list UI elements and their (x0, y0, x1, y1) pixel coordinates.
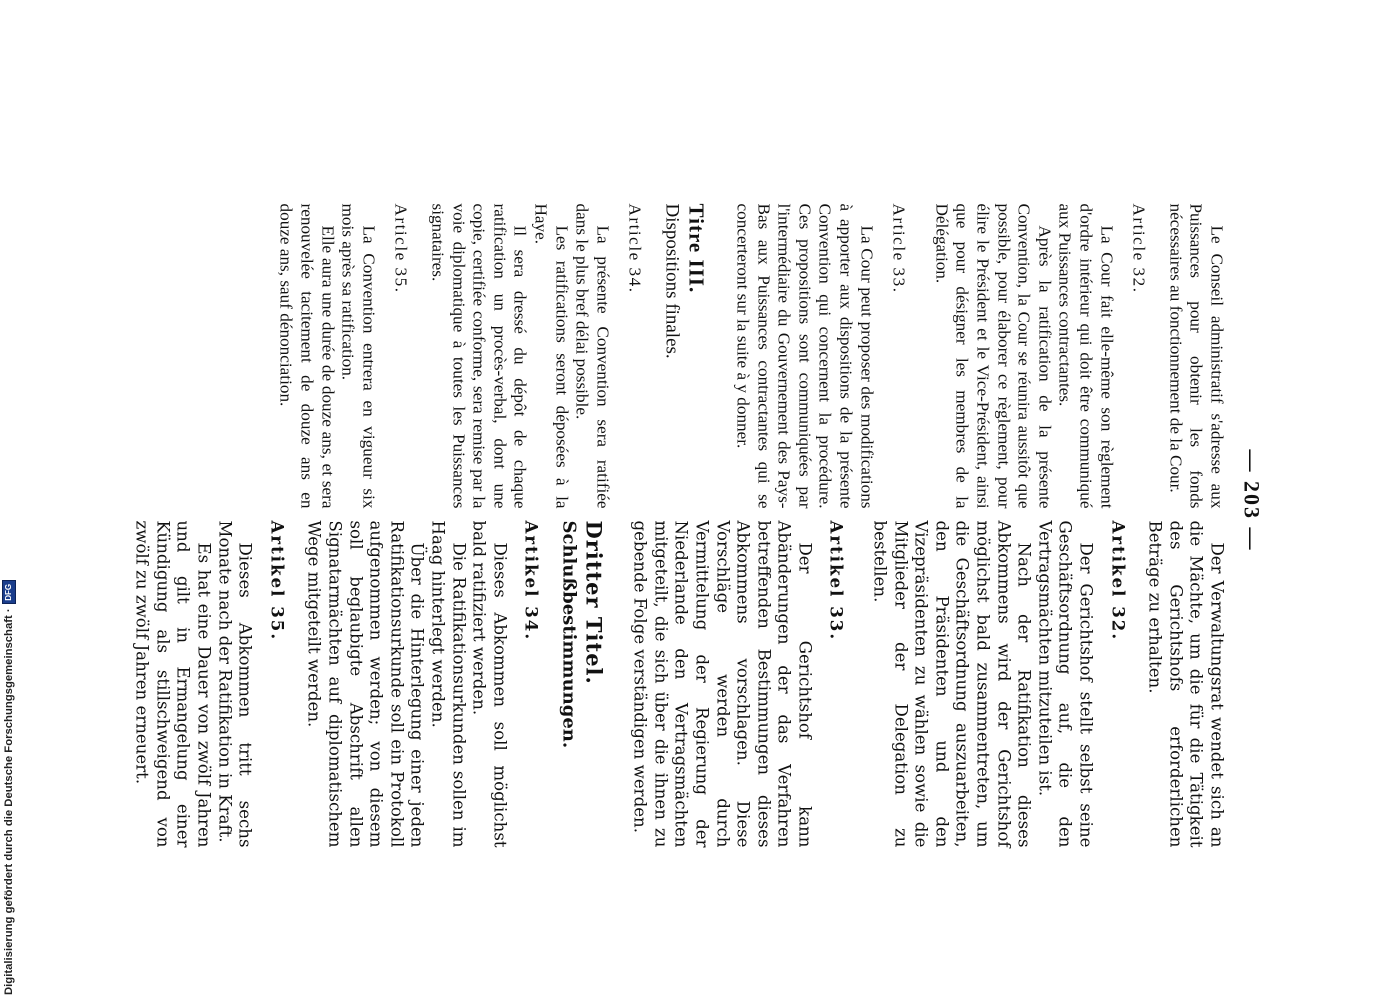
french-article-32-heading: Article 32. (1129, 203, 1149, 294)
german-column (131, 521, 1226, 848)
german-article-34-paragraph-3: Über die Hinterlegung einer jeden Ratifikationsurkunde soll ein Protokoll aufgenommen werden; von diesem soll beglaubigte Abschrift allen Signatarmächten auf diplomatischem Wege mitgeteilt werden. (304, 520, 427, 848)
german-title-iii-subtitle: Schlußbestimmungen. (558, 520, 580, 749)
german-article-32-heading: Artikel 32. (1108, 520, 1129, 642)
german-article-35-paragraph-1: Dieses Abkommen tritt sechs Monate nach der Ratifikation in Kraft. (215, 520, 255, 848)
french-article-34-paragraph-2: Les ratifications seront déposées à la Haye. (531, 203, 572, 509)
french-article-32-paragraph-1: La Cour fait elle-même son règlement d'ordre intérieur qui doit être communiqué aux Puissances contractantes. (1055, 203, 1117, 509)
german-article-32-paragraph-1: Der Gerichtshof stellt selbst seine Geschäftsordnung auf, die den Vertragsmächten mitzuteilen ist. (1035, 520, 1096, 848)
french-article-34-paragraph-1: La présente Convention sera ratifiée dans le plus bref délai possible. (572, 203, 613, 509)
german-article-32-paragraph-2: Nach der Ratifikation dieses Abkommens wird der Gerichtshof möglichst bald zusammentreten, um die Geschäftsordnung auszuarbeiten, den Präsidenten und den Vizepräsidenten zu wählen sowie die Mitglieder der Delegation zu bestellen. (870, 520, 1034, 848)
german-article-33-paragraph-1: Der Gerichtshof kann Abänderungen der das Verfahren betreffenden Bestimmungen dieses Abkommens vorschlagen. Diese Vorschläge werden durch Vermittelung der Regierung der Niederlande den Vertragsmächten mitgeteilt, die sich über die ihnen zu gebende Folge verständigen werden. (630, 520, 815, 848)
french-article-34-heading: Article 34. (625, 203, 645, 294)
french-article-35-paragraph-1: La Convention entrera en vigueur six mois après sa ratification. (338, 203, 379, 509)
german-article-34-paragraph-1: Dieses Abkommen soll möglichst bald ratifiziert werden. (469, 520, 510, 848)
german-article-35-heading: Artikel 35. (267, 520, 288, 642)
french-article-33-heading: Article 33. (889, 203, 909, 294)
rotated-document-page (0, 1, 1383, 1001)
digitization-credit (2, 580, 16, 995)
french-article-34-paragraph-3: Il sera dressé du dépôt de chaque ratification un procès-verbal, dont une copie, certifiée conforme, sera remise par la voie diplomatique à toutes les Puissances signataires. (428, 203, 530, 509)
dfg-logo-icon: DFG (2, 580, 16, 604)
french-article-35-paragraph-2: Elle aura une durée de douze ans, et sera renouvelée tacitement de douze ans en douze ans, sauf dénonciation. (276, 203, 338, 509)
german-title-iii: Dritter Titel. (581, 520, 607, 685)
german-article-34-paragraph-2: Die Ratifikationsurkunden sollen im Haag hinterlegt werden. (428, 520, 469, 848)
french-column (275, 204, 1226, 509)
french-article-33-paragraph-1: La Cour peut proposer des modifications à apporter aux dispositions de la présente Convention qui concernent la procédure. Ces propositions sont communiquées par l'intermédiaire du Gouvernement des Pays-Bas aux Puissances contractantes qui se concerteront sur la suite à y donner. (733, 203, 877, 509)
german-article-33-heading: Artikel 33. (827, 520, 847, 642)
german-intro-paragraph: Der Verwaltungsrat wendet sich an die Mächte, um die für die Tätigkeit des Gerichtshofs erforderlichen Beträge zu erhalten. (1145, 520, 1227, 848)
french-article-35-heading: Article 35. (391, 203, 411, 294)
french-title-iii: Titre III. (684, 203, 709, 294)
french-article-32-paragraph-2: Après la ratification de la présente Convention, la Cour se réunira aussitôt que possible, pour élaborer ce règlement, pour élire le Président et le Vice-Président, ainsi que pour désigner les membres de la Délégation. (932, 203, 1055, 509)
digitization-credit-text: Digitalisierung gefördert durch die Deutsche Forschungsgemeinschaft · (3, 608, 15, 995)
french-title-iii-subtitle: Dispositions finales. (661, 203, 683, 359)
page-number: — 203 — (1239, 449, 1265, 552)
german-article-35-paragraph-2: Es hat eine Dauer von zwölf Jahren und gilt in Ermangelung einer Kündigung als stillschweigend von zwölf zu zwölf Jahren erneuert. (132, 520, 214, 848)
german-article-34-heading: Artikel 34. (521, 520, 542, 642)
french-intro-paragraph: Le Conseil administratif s'adresse aux Puissances pour obtenir les fonds nécessaires au fonctionnement de la Cour. (1166, 203, 1227, 509)
